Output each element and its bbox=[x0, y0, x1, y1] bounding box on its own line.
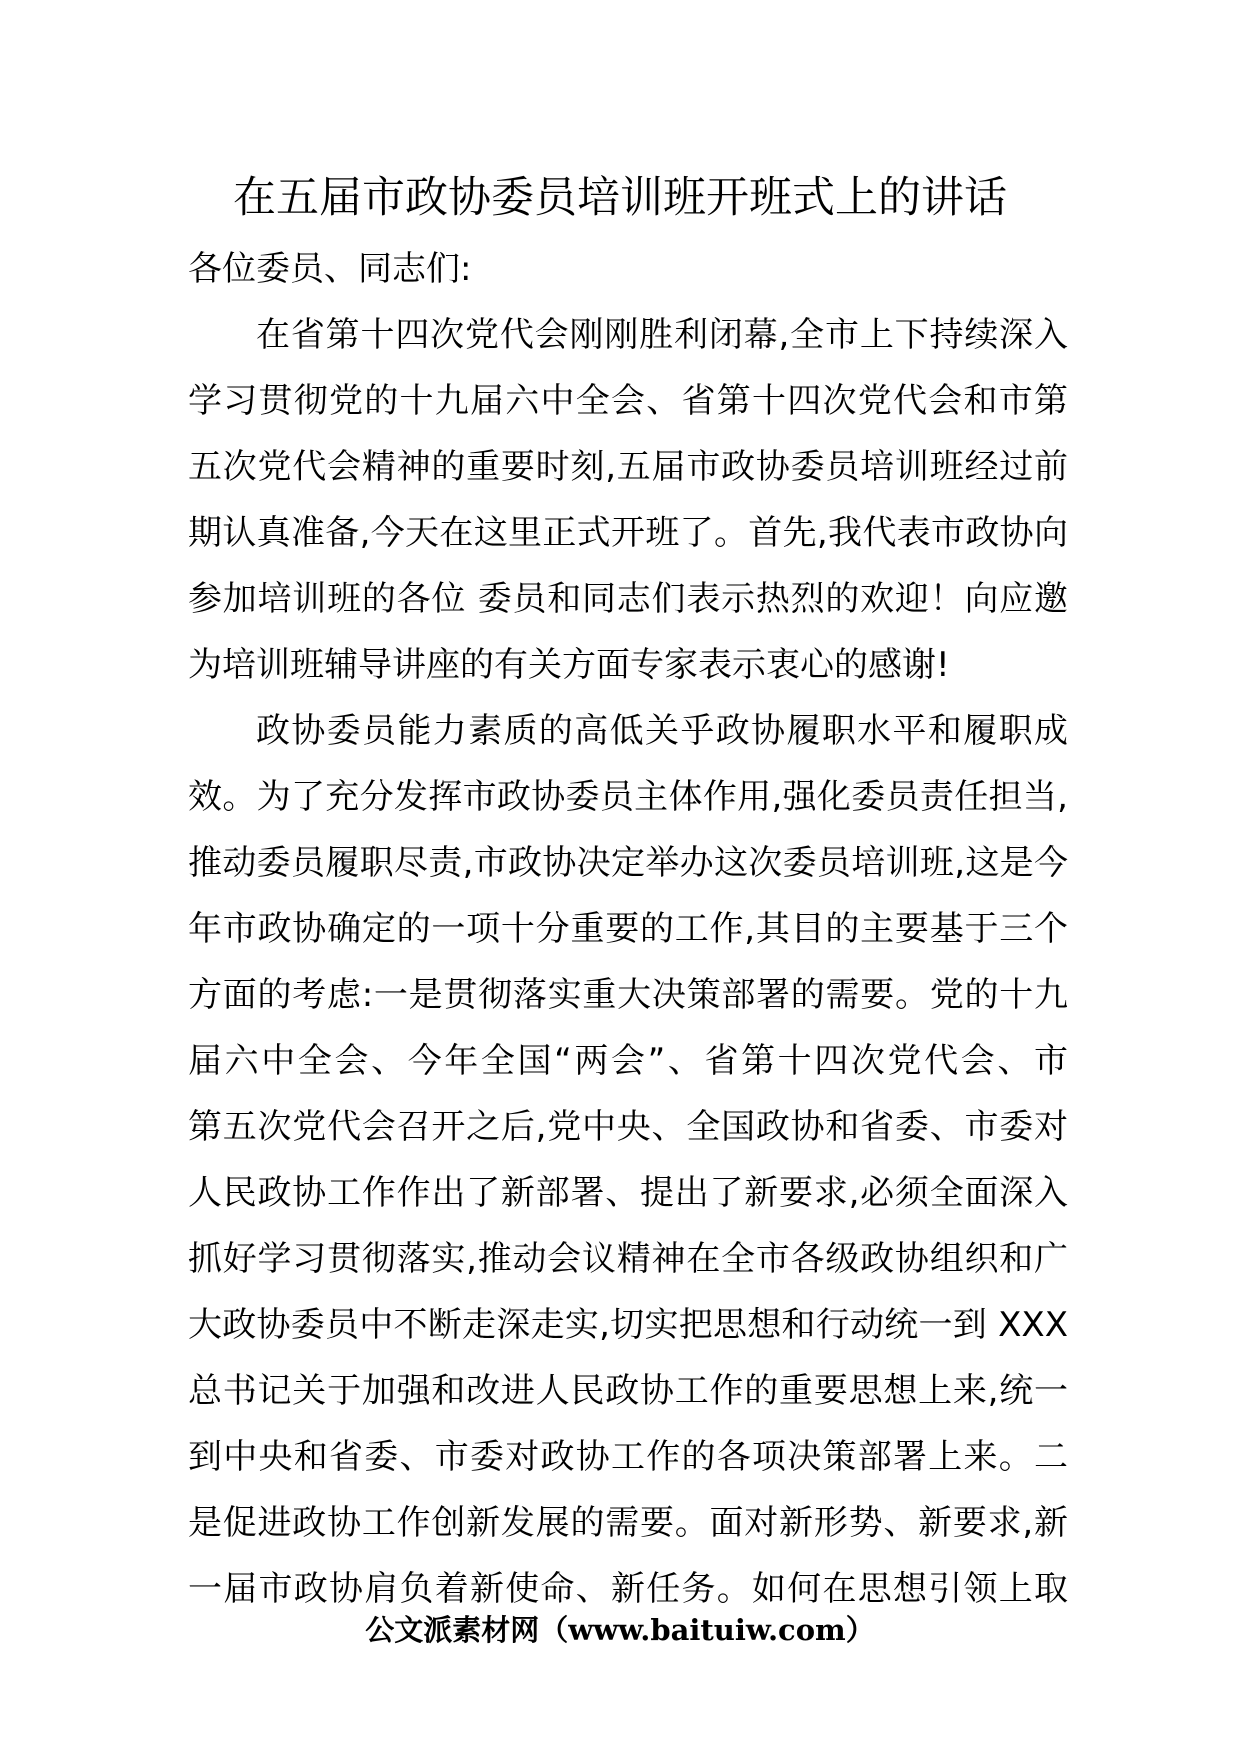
paragraph-line: 为培训班辅导讲座的有关方面专家表示衷心的感谢! bbox=[188, 645, 950, 685]
paragraph-line: 参加培训班的各位 委员和同志们表示热烈的欢迎！向应邀 bbox=[188, 579, 1068, 619]
paragraph-line: 学习贯彻党的十九届六中全会、省第十四次党代会和市第 bbox=[188, 381, 1068, 421]
paragraph-1 bbox=[188, 302, 1068, 698]
paragraph-line: 方面的考虑:一是贯彻落实重大决策部署的需要。党的十九 bbox=[188, 975, 1068, 1015]
document-title: 在五届市政协委员培训班开班式上的讲话 bbox=[233, 173, 1007, 223]
paragraph-line: 年市政协确定的一项十分重要的工作,其目的主要基于三个 bbox=[188, 909, 1068, 949]
paragraph-line: 推动委员履职尽责,市政协决定举办这次委员培训班,这是今 bbox=[188, 843, 1068, 883]
paragraph-line: 在省第十四次党代会刚刚胜利闭幕,全市上下持续深入 bbox=[256, 315, 1068, 355]
paragraph-line: 大政协委员中不断走深走实,切实把思想和行动统一到 XXX bbox=[188, 1305, 1068, 1345]
paragraph-line: 到中央和省委、市委对政协工作的各项决策部署上来。二 bbox=[188, 1437, 1068, 1477]
paragraph-2 bbox=[188, 698, 1068, 1622]
paragraph-line: 一届市政协肩负着新使命、新任务。如何在思想引领上取 bbox=[188, 1569, 1068, 1609]
document-body bbox=[188, 236, 1068, 1622]
paragraph-line: 是促进政协工作创新发展的需要。面对新形势、新要求,新 bbox=[188, 1503, 1068, 1543]
paragraph-line: 届六中全会、今年全国“两会”、省第十四次党代会、市 bbox=[188, 1041, 1068, 1081]
salutation-line: 各位委员、同志们: bbox=[188, 249, 472, 289]
paragraph-line: 期认真准备,今天在这里正式开班了。首先,我代表市政协向 bbox=[188, 513, 1068, 553]
paragraph-line: 政协委员能力素质的高低关乎政协履职水平和履职成 bbox=[256, 711, 1068, 751]
paragraph-line: 抓好学习贯彻落实,推动会议精神在全市各级政协组织和广 bbox=[188, 1239, 1068, 1279]
paragraph-line: 第五次党代会召开之后,党中央、全国政协和省委、市委对 bbox=[188, 1107, 1068, 1147]
paragraph-line: 总书记关于加强和改进人民政协工作的重要思想上来,统一 bbox=[188, 1371, 1068, 1411]
salutation bbox=[188, 236, 1068, 302]
paragraph-line: 五次党代会精神的重要时刻,五届市政协委员培训班经过前 bbox=[188, 447, 1068, 487]
paragraph-line: 效。为了充分发挥市政协委员主体作用,强化委员责任担当, bbox=[188, 777, 1068, 817]
footer-watermark: 公文派素材网（www.baituiw.com） bbox=[365, 1613, 875, 1647]
paragraph-line: 人民政协工作作出了新部署、提出了新要求,必须全面深入 bbox=[188, 1173, 1068, 1213]
